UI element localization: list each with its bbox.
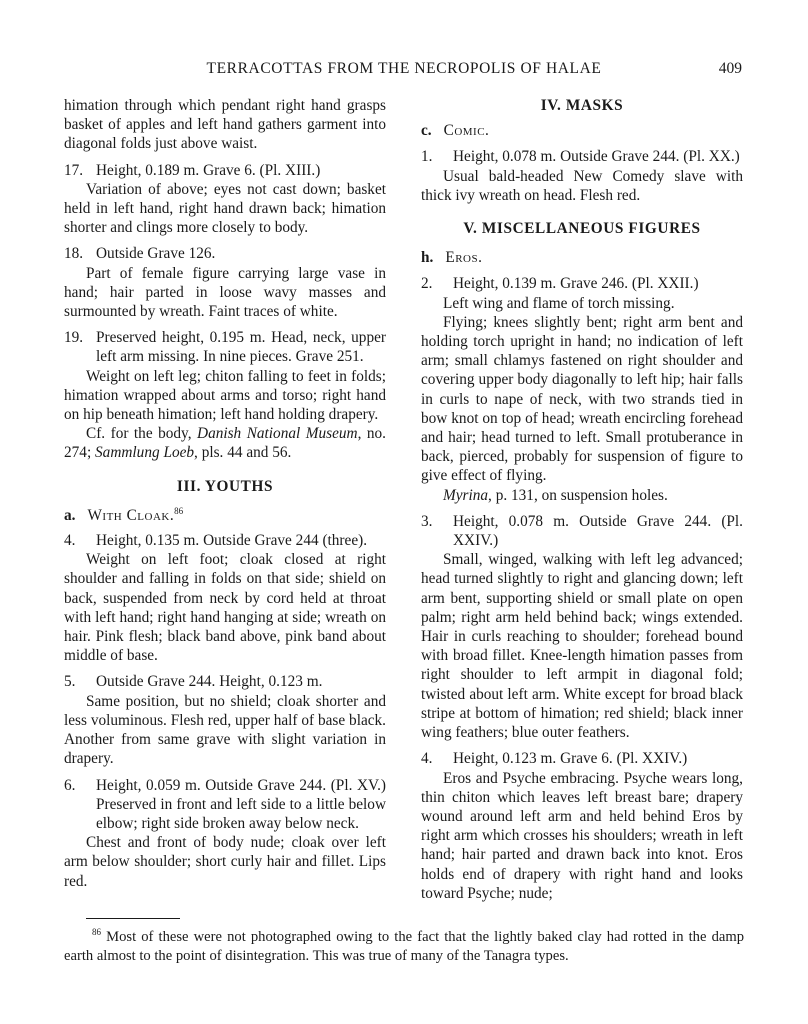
- entry-number: 1.: [421, 148, 433, 166]
- entry-number: 6.: [64, 776, 76, 794]
- comparison-reference: Myrina, p. 131, on suspension holes.: [443, 486, 668, 504]
- entry-18: [64, 244, 386, 263]
- entry-description: Weight on left foot; cloak closed at right shoulder and falling in folds on that side; shield on back, suspended from neck by cord held at throat with left hand; right hand hanging at side; wreath on hair. Pink flesh; black band above, pink band about middle of base.: [64, 551, 386, 665]
- reference-title: Myrina: [443, 486, 489, 504]
- entry-heading: Height, 0.123 m. Grave 6. (Pl. XXIV.): [453, 750, 688, 768]
- entry-number: 4.: [64, 532, 76, 550]
- entry-youth-4: [64, 531, 386, 550]
- entry-description: Usual bald-headed New Comedy slave with thick ivy wreath on head. Flesh red.: [421, 167, 743, 204]
- entry-misc-3: [421, 512, 743, 550]
- running-title: TERRACOTTAS FROM THE NECROPOLIS OF HALAE: [206, 60, 602, 77]
- left-column: [64, 96, 386, 891]
- section-heading-miscellaneous: V. MISCELLANEOUS FIGURES: [463, 220, 701, 238]
- continued-paragraph: himation through which pendant right hand grasps basket of apples and left hand gathers garment into diagonal folds just above waist.: [64, 97, 386, 153]
- subsection-letter: h.: [421, 249, 434, 267]
- entry-heading: Height, 0.059 m. Outside Grave 244. (Pl. XV.) Preserved in front and left side to a little below elbow; right side broken away below neck.: [96, 776, 386, 832]
- entry-17: [64, 161, 386, 180]
- subsection-letter: c.: [421, 122, 432, 140]
- entry-description: Flying; knees slightly bent; right arm bent and holding torch upright in hand; no indication of left arm; small chlamys fastened on right shoulder and covering upper body diagonally to left hip; hair falls in curls to nape of neck, with two strands tied in bow knot on top of head; wreath encircling forehead and hair; head turned to left. Small protuberance in back, pierced, probably for suspension of figure to give effect of flying.: [421, 313, 743, 485]
- footnote-divider: [86, 918, 180, 919]
- right-column: [421, 96, 743, 903]
- subsection-label: Eros.: [445, 249, 483, 267]
- entry-number: 2.: [421, 275, 433, 293]
- entry-heading: Height, 0.078 m. Outside Grave 244. (Pl. XXIV.): [453, 512, 743, 550]
- subsection-letter: a.: [64, 506, 76, 524]
- entry-description: Eros and Psyche embracing. Psyche wears long, thin chiton which leaves left breast bare; drapery wound around left arm and held behind Eros by right arm which crosses his shoulders; wreath in left hand; hair parted and drawn back into knot. Eros holds end of drapery with right hand and looks toward Psyche; nude;: [421, 769, 743, 902]
- entry-heading: Height, 0.189 m. Grave 6. (Pl. XIII.): [96, 161, 321, 179]
- entry-heading: Outside Grave 126.: [96, 245, 216, 263]
- entry-number: 4.: [421, 750, 433, 768]
- comparison-reference: Cf. for the body, Danish National Museum, no. 274; Sammlung Loeb, pls. 44 and 56.: [64, 425, 386, 462]
- entry-number: 19.: [64, 329, 84, 347]
- page-number: 409: [718, 60, 742, 77]
- footnote-text: Most of these were not photographed owing to the fact that the lightly baked clay had rotted in the damp earth almost to the point of disintegration. This was true of many of the Tanagra types.: [64, 929, 744, 964]
- footnote: [64, 928, 744, 966]
- entry-number: 3.: [421, 512, 433, 530]
- entry-description: Part of female figure carrying large vase in hand; hair parted in loose wavy masses and surmounted by wreath. Faint traces of white.: [64, 264, 386, 321]
- entry-description: Variation of above; eyes not cast down; basket held in left hand, right hand drawn back; himation shorter and clings more closely to body.: [64, 180, 386, 237]
- entry-youth-6: [64, 776, 386, 834]
- entry-heading: Height, 0.139 m. Grave 246. (Pl. XXII.): [453, 275, 699, 293]
- entry-youth-5: [64, 672, 386, 691]
- entry-description: Chest and front of body nude; cloak over left arm below shoulder; short curly hair and fillet. Lips red.: [64, 834, 386, 890]
- entry-number: 5.: [64, 673, 76, 691]
- entry-misc-4: [421, 749, 743, 768]
- entry-number: 18.: [64, 245, 84, 263]
- reference-title: Danish National Museum: [197, 425, 358, 443]
- subsection-label: With Cloak.: [87, 506, 175, 524]
- entry-heading: Height, 0.078 m. Outside Grave 244. (Pl. XX.): [453, 148, 740, 166]
- subsection-comic: [421, 121, 743, 140]
- entry-description: Weight on left leg; chiton falling to feet in folds; himation wrapped about arms and torso; right hand on hip beneath himation; left hand holding drapery.: [64, 367, 386, 424]
- subsection-with-cloak: [64, 506, 386, 525]
- footnote-number: 86: [92, 927, 101, 938]
- footnote-marker: 86: [174, 505, 184, 516]
- entry-number: 17.: [64, 161, 84, 179]
- entry-19: [64, 328, 386, 366]
- entry-heading: Outside Grave 244. Height, 0.123 m.: [96, 673, 323, 691]
- entry-condition: Left wing and flame of torch missing.: [443, 294, 675, 312]
- entry-description: Same position, but no shield; cloak shorter and less voluminous. Flesh red, upper half of base black. Another from same grave with slight variation in drapery.: [64, 692, 386, 768]
- subsection-eros: [421, 248, 743, 267]
- section-heading-youths: III. YOUTHS: [176, 477, 274, 495]
- entry-misc-2: [421, 274, 743, 293]
- subsection-label: Comic.: [443, 122, 490, 140]
- entry-description: Small, winged, walking with left leg advanced; head turned slightly to right and glancing down; left arm bent, supporting shield or small plate on open palm; right arm held behind back; wings extended. Hair in curls reaching to shoulder; forehead bound with broad fillet. Knee-length himation passes from right shoulder to left armpit in diagonal fold; twisted about left arm. White except for broad black stripe at bottom of himation; red shield; black inner wing feathers; blue outer feathers.: [421, 551, 743, 742]
- section-heading-masks: IV. MASKS: [540, 97, 624, 114]
- entry-heading: Height, 0.135 m. Outside Grave 244 (three).: [96, 532, 368, 550]
- entry-mask-1: [421, 147, 743, 166]
- entry-heading: Preserved height, 0.195 m. Head, neck, upper left arm missing. In nine pieces. Grave 251.: [96, 329, 386, 366]
- running-header: [0, 60, 808, 84]
- reference-title: Sammlung Loeb: [95, 444, 195, 462]
